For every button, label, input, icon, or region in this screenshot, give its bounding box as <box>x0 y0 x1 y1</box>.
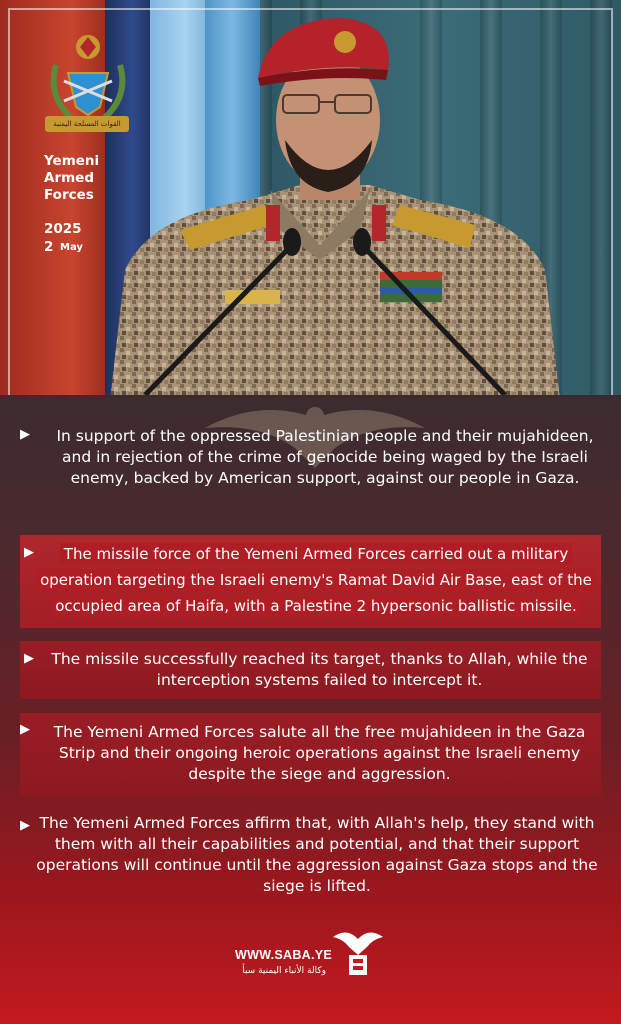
date-year: 2025 <box>44 221 82 237</box>
footer-url: WWW.SABA.YE <box>235 948 333 962</box>
bullet-icon: ▶ <box>24 545 34 560</box>
statement-3: The missile successfully reached its target, thanks to Allah, while the interception systems failed to intercept it. <box>51 650 588 689</box>
org-name-line: Yemeni <box>44 153 100 169</box>
bullet-icon: ▶ <box>20 818 30 833</box>
statement-2-text: The missile force of the Yemeni Armed Forces carried out a military operation targeting the Israeli enemy's Ramat David Air Base, east of the occupied area of Haifa, with a Palestine 2 hypersonic ballistic missile. <box>36 543 596 617</box>
statement-4: The Yemeni Armed Forces salute all the free mujahideen in the Gaza Strip and their ongoing heroic operations against the Israeli enemy despite the siege and aggression. <box>53 723 586 783</box>
org-name-line: Forces <box>44 187 94 203</box>
org-name-line: Armed <box>44 170 94 186</box>
footer-agency-name: وكالة الأنباء اليمنية سبأ <box>242 966 326 976</box>
date-day: 2 <box>44 239 54 255</box>
emblem-ribbon: القوات المسلحة اليمنية <box>45 116 129 132</box>
bullet-icon: ▶ <box>24 651 34 666</box>
statement-2 <box>36 541 596 619</box>
org-name <box>44 153 164 204</box>
date-month: May <box>60 242 83 253</box>
bullet-icon: ▶ <box>20 427 30 442</box>
statement-5: The Yemeni Armed Forces affirm that, with Allah's help, they stand with them with all their capabilities and potential, and that their support operations will continue until the aggression against Gaza stops and the siege is lifted. <box>36 814 598 895</box>
saba-logo-icon <box>327 925 389 979</box>
bullet-icon: ▶ <box>20 722 30 737</box>
statement-1: In support of the oppressed Palestinian people and their mujahideen, and in rejection of the crime of genocide being waged by the Israeli enemy, backed by American support, against our people in Gaza. <box>56 427 594 487</box>
statement-panel <box>0 395 621 1024</box>
